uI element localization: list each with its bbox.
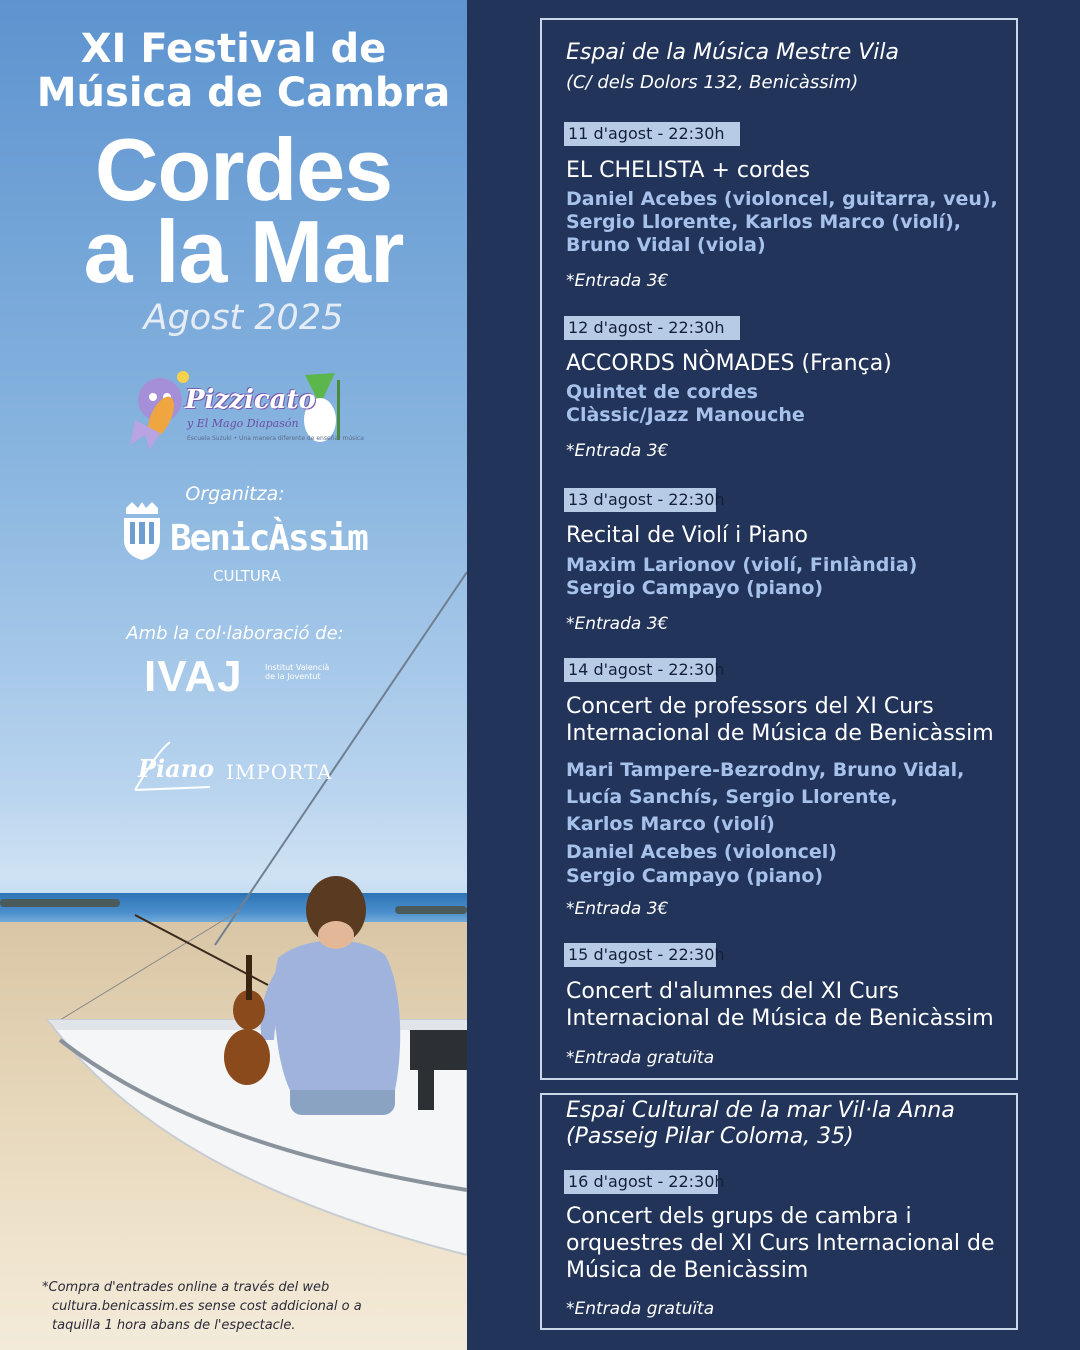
pizzicato-logo [125,365,364,455]
collaboration-label: Amb la col·laboració de: [126,623,344,644]
ivaj-subtitle [265,663,329,681]
venue-2-address: (Passeig Pilar Coloma, 35) [566,1124,854,1149]
concert-4-performer-line: Mari Tampere-Bezrodny, Bruno Vidal, [566,759,965,781]
concert-5-title-line-2: Internacional de Música de Benicàssim [566,1006,994,1031]
ivaj-logo: IVAJ [144,652,243,701]
concert-2-entry: *Entrada 3€ [566,441,669,461]
concert-5-date: 15 d'agost - 22:30h [564,943,716,967]
concert-2-title [566,350,1006,377]
concert-1-performer-line: Sergio Llorente, Karlos Marco (violí), [566,211,961,233]
title-line-1: Cordes [94,120,393,219]
piano-word: Piano [138,754,215,783]
concert-3-entry: *Entrada 3€ [566,614,669,634]
concert-4-title [566,693,1006,747]
concert-4-performer-line: Daniel Acebes (violoncel) [566,841,837,863]
benicassim-logo [120,500,367,590]
ticket-footnote [42,1278,362,1335]
concert-6-date: 16 d'agost - 22:30h [564,1170,718,1194]
concert-4-performer-line: Sergio Campayo (piano) [566,865,824,887]
venue-1-name: Espai de la Música Mestre Vila [566,40,899,65]
pizzicato-subtitle: y El Mago Diapasón [187,417,299,430]
concert-1-entry: *Entrada 3€ [566,271,669,291]
festival-subtitle: Agost 2025 [143,298,344,338]
footnote-line-2: cultura.benicassim.es sense cost addicional o a [52,1299,362,1314]
concert-6-title-line-1: Concert dels grups de cambra i [566,1204,912,1229]
pizzicato-tagline: Escuela Suzuki • Una manera diferente de enseñar música [187,435,364,442]
concert-3-performer-line: Maxim Larionov (violí, Finlàndia) [566,554,918,576]
venue-2-name: Espai Cultural de la mar Vil·la Anna [566,1098,955,1123]
concert-5-title [566,978,1006,1032]
concert-4-performer-line: Lucía Sanchís, Sergio Llorente, [566,786,898,808]
concert-6-entry: *Entrada gratuïta [566,1299,715,1319]
concert-1-date: 11 d'agost - 22:30h [564,122,740,146]
venue-1-address: (C/ dels Dolors 132, Benicàssim) [566,72,859,93]
concert-1-title: EL CHELISTA + cordes [566,158,811,183]
concert-4-title-line-2: Internacional de Música de Benicàssim [566,721,994,746]
pizzicato-name: Pizzicato [185,385,316,415]
concert-5-entry: *Entrada gratuïta [566,1048,715,1068]
ivaj-subtitle-line-1: Institut Valencià [265,663,330,672]
benicassim-cultura: CULTURA [213,567,281,585]
concert-6-title [566,1203,1006,1284]
concert-2-performer-line: Clàssic/Jazz Manouche [566,404,805,426]
footnote-line-3: taquilla 1 hora abans de l'espectacle. [52,1318,296,1333]
concert-4-title-line-1: Concert de professors del XI Curs [566,694,934,719]
concert-1-performer-line: Daniel Acebes (violoncel, guitarra, veu), [566,188,998,210]
festival-line-2: Música de Cambra [36,70,451,116]
concert-4-entry: *Entrada 3€ [566,899,669,919]
concert-5-title-line-1: Concert d'alumnes del XI Curs [566,979,899,1004]
benicassim-crest-icon [120,500,164,564]
footnote-line-1: *Compra d'entrades online a través del web [42,1280,330,1295]
concert-3-performer-line: Sergio Campayo (piano) [566,577,824,599]
concert-2-title-name: ACCORDS NÒMADES [566,351,795,376]
concert-1-performer-line: Bruno Vidal (viola) [566,234,766,256]
concert-6-title-line-3: Música de Benicàssim [566,1258,809,1283]
concert-4-date: 14 d'agost - 22:30h [564,658,716,682]
concert-2-title-country: (França) [794,351,892,376]
concert-3-title: Recital de Violí i Piano [566,523,808,548]
ivaj-subtitle-line-2: de la Joventut [265,672,321,681]
concert-4-performer-line: Karlos Marco (violí) [566,813,775,835]
organizer-label: Organitza: [185,483,285,505]
concert-2-date: 12 d'agost - 22:30h [564,316,740,340]
importa-word: IMPORTA [226,760,333,784]
piano-importa-logo [130,740,350,795]
festival-line-1: XI Festival de [80,26,387,72]
title-line-2: a la Mar [83,202,404,301]
concert-6-title-line-2: orquestres del XI Curs Internacional de [566,1231,995,1256]
concert-3-performers [566,554,1006,600]
poster-panel [0,0,467,1350]
concert-2-performers [566,381,1006,427]
concert-1-performers [566,188,1006,257]
benicassim-name: BenicÀssim [170,518,367,559]
concert-2-performer-line: Quintet de cordes [566,381,758,403]
concert-3-date: 13 d'agost - 22:30h [564,488,716,512]
concert-4-performers [566,757,1006,888]
